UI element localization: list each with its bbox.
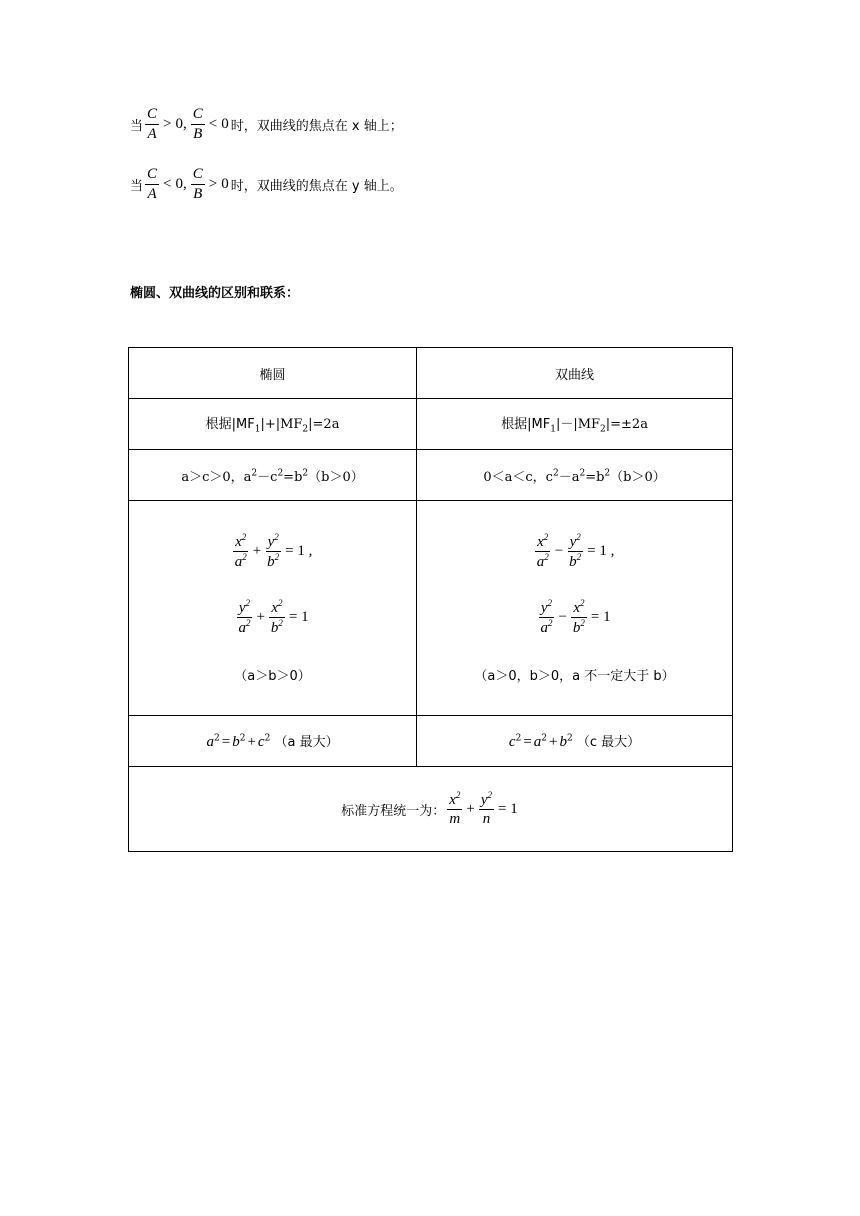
table-row-condition xyxy=(129,450,733,501)
intro-suffix: 时，双曲线的焦点在 x 轴上； xyxy=(230,118,403,134)
unified-label: 标准方程统一为： xyxy=(341,803,446,819)
header-ellipse: 椭圆 xyxy=(129,348,417,399)
table-row-relation xyxy=(129,716,733,767)
header-hyperbola: 双曲线 xyxy=(417,348,733,399)
hyperbola-condition: 0＜a＜c，$c^2-a^2=b^2(b>0)$ xyxy=(417,450,733,501)
intro-line-1: 当 $\frac{C}{A}$ > 0, $\frac{C}{B}$ < 0 时，双曲线的焦点在 x 轴上； xyxy=(130,106,403,142)
table-row-equations xyxy=(129,501,733,716)
fraction-c-over-a: $\frac{C}{A}$ xyxy=(147,106,158,142)
comparison-table xyxy=(128,347,733,852)
table-row-unified xyxy=(129,767,733,852)
hyperbola-condition-note: （a＞0，b＞0，a 不一定大于 b） xyxy=(474,668,675,684)
ellipse-condition: a＞c＞0，$a^2-c^2=b^2(b>0)$ xyxy=(129,450,417,501)
ellipse-equation-y: $\frac{y^2}{a^2}$ + $\frac{x^2}{b^2}$ = 1 xyxy=(238,597,309,636)
fraction-c-over-a: $\frac{C}{A}$ xyxy=(147,166,158,202)
ellipse-relation: $a^2 = b^2 + c^2$ （a 最大） xyxy=(129,716,417,767)
hyperbola-relation: $c^2 = a^2 + b^2$ （c 最大） xyxy=(417,716,733,767)
ellipse-condition-note: （a＞b＞0） xyxy=(234,668,311,684)
fraction-c-over-b: $\frac{C}{B}$ xyxy=(192,166,203,202)
hyperbola-equation-x: $\frac{x^2}{a^2}$ − $\frac{y^2}{b^2}$ = 1 , xyxy=(536,531,615,570)
ellipse-equations xyxy=(129,501,417,716)
intro-prefix: 当 xyxy=(130,118,144,134)
table-row-header xyxy=(129,348,733,399)
fraction-c-over-b: $\frac{C}{B}$ xyxy=(192,106,203,142)
intro-line-2: 当 $\frac{C}{A}$ < 0, $\frac{C}{B}$ > 0 时，双曲线的焦点在 y 轴上。 xyxy=(130,166,403,202)
unified-equation: 标准方程统一为： $\frac{x^2}{m}$ + $\frac{y^2}{n}$ = 1 xyxy=(129,767,733,852)
ellipse-definition: 根据$|MF_1|+|MF_2|=2a$ xyxy=(129,399,417,450)
hyperbola-equation-y: $\frac{y^2}{a^2}$ − $\frac{x^2}{b^2}$ = 1 xyxy=(540,597,611,636)
section-heading: 椭圆、双曲线的区别和联系： xyxy=(130,286,300,301)
hyperbola-definition: 根据$|MF_1|-|MF_2|=\pm 2a$ xyxy=(417,399,733,450)
intro-suffix: 时，双曲线的焦点在 y 轴上。 xyxy=(230,178,403,194)
ellipse-equation-x: $\frac{x^2}{a^2}$ + $\frac{y^2}{b^2}$ = 1 , xyxy=(234,531,313,570)
hyperbola-equations xyxy=(417,501,733,716)
intro-prefix: 当 xyxy=(130,178,144,194)
table-row-definition xyxy=(129,399,733,450)
